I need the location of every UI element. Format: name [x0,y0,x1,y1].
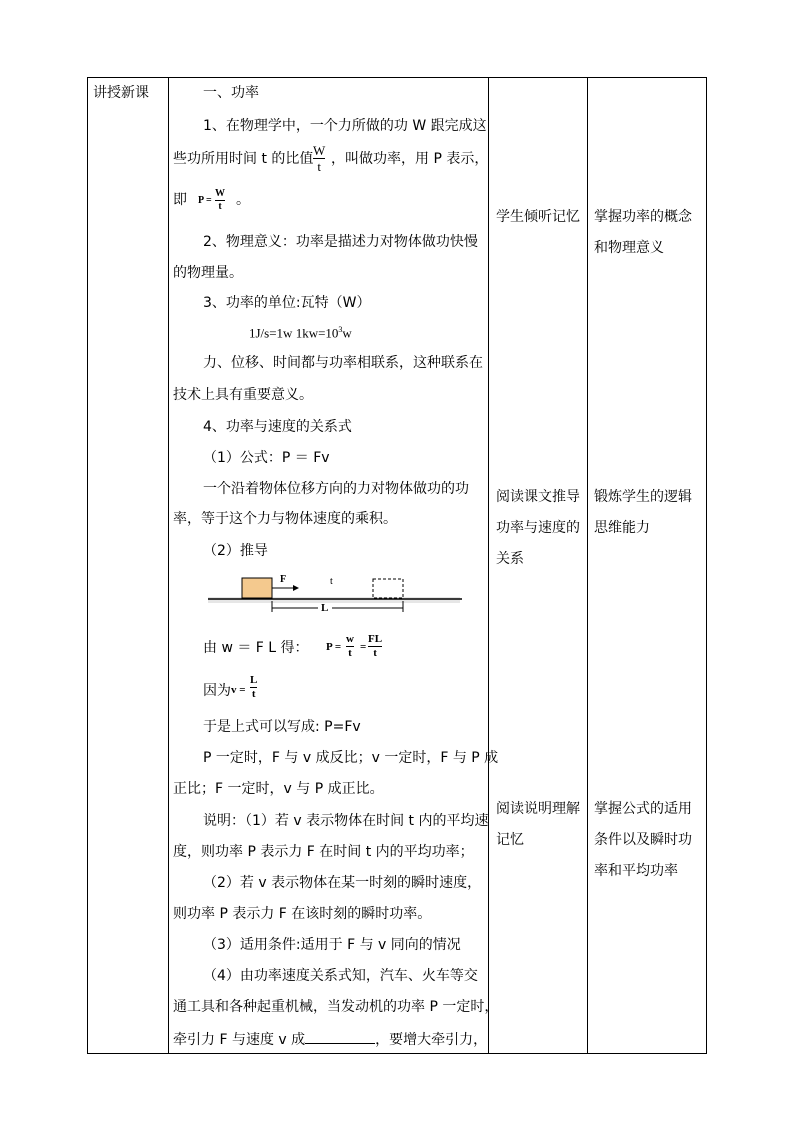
block [242,578,272,598]
table-bottom-border [87,1053,707,1054]
motion-diagram [200,568,468,620]
block-final-dashed [373,579,403,598]
fill-in-blank[interactable] [305,1031,375,1044]
fraction-L-over-t: L t [250,674,258,700]
text-line: 2、物理意义：功率是描述力对物体做功快慢 [203,234,478,250]
section-label: 讲授新课 [93,85,149,101]
table-right-border [706,77,707,1054]
diagram-label-t: t [330,576,333,587]
text-line: 的物理量。 [173,265,243,281]
fraction-w-over-t-2: w t [346,633,354,659]
heading: 一、功率 [203,85,259,101]
diagram-label-L: L [321,602,329,614]
text-line: 正比；F 一定时，v 与 P 成正比。 [173,781,384,797]
text-line: 度，则功率 P 表示力 F 在时间 t 内的平均功率； [173,844,474,860]
text-line: 牵引力 F 与速度 v 成 ，要增大牵引力， [173,1032,488,1048]
text-line: 一个沿着物体位移方向的力对物体做功的功 [203,481,469,497]
column-divider-1 [168,77,169,1054]
text-line: 3、功率的单位:瓦特（W） [203,295,371,311]
text-line: P 一定时，F 与 v 成反比；v 一定时，F 与 P 成 [203,750,499,766]
text-line: 率，等于这个力与物体速度的乘积。 [173,511,397,527]
student-activity-2b: 功率与速度的 [496,520,580,536]
text-line: 由 w ＝ F L 得： [203,640,309,656]
text-line: （1）公式：P ＝ Fv [203,450,330,466]
goal-3b: 条件以及瞬时功 [594,832,692,848]
formula-P: P = [326,641,342,653]
text-line: 通工具和各种起重机械，当发动机的功率 P 一定时， [173,999,499,1015]
text-line: （4）由功率速度关系式知，汽车、火车等交 [203,968,478,984]
text-line: ，叫做功率，用 P 表示， [331,151,489,167]
text-line: 因为 [203,683,231,699]
text-line: （2）若 v 表示物体在某一时刻的瞬时速度， [203,875,482,891]
text-line: 。 [236,192,250,208]
text-line: 技术上具有重要意义。 [173,387,313,403]
goal-1b: 和物理意义 [594,240,664,256]
fraction-FL-over-t: FL t [368,633,383,659]
table-top-border [87,77,707,78]
text-line: 于是上式可以写成: P=Fv [203,719,361,735]
student-activity-1: 学生倾听记忆 [496,209,580,225]
text-line: 说明：（1）若 v 表示物体在时间 t 内的平均速 [203,813,489,829]
goal-1a: 掌握功率的概念 [594,209,692,225]
column-divider-3 [587,77,588,1054]
force-arrowhead [293,585,299,591]
fraction-w-over-t: W t [313,143,326,174]
formula-p-eq: P = [198,195,212,206]
goal-3a: 掌握公式的适用 [594,801,692,817]
student-activity-2a: 阅读课文推导 [496,489,580,505]
text-line: （2）推导 [203,543,268,559]
text-line: 些功所用时间 t 的比值 [173,151,314,167]
text-line: 即 [173,192,187,208]
text-line: 1、在物理学中，一个力所做的功 W 跟完成这 [203,118,487,134]
goal-2a: 锻炼学生的逻辑 [594,489,692,505]
fraction-small-w-over-t: W t [215,188,225,212]
student-activity-3b: 记忆 [496,832,524,848]
student-activity-2c: 关系 [496,551,524,567]
column-divider-2 [488,77,489,1054]
text-line: 力、位移、时间都与功率相联系，这种联系在 [203,355,483,371]
formula-v: v = [231,684,246,696]
text-line: 4、功率与速度的关系式 [203,419,352,435]
student-activity-3a: 阅读说明理解 [496,801,580,817]
goal-3c: 率和平均功率 [594,863,678,879]
text-line: 则功率 P 表示力 F 在该时刻的瞬时功率。 [173,906,432,922]
table-left-border [87,77,88,1054]
units-line: 1J/s=1w $1kw=10^3w$ [249,325,352,341]
goal-2b: 思维能力 [594,520,650,536]
diagram-label-F: F [280,574,287,585]
text-line: （3）适用条件:适用于 F 与 v 同向的情况 [203,937,461,953]
formula-eq: = [360,641,367,653]
